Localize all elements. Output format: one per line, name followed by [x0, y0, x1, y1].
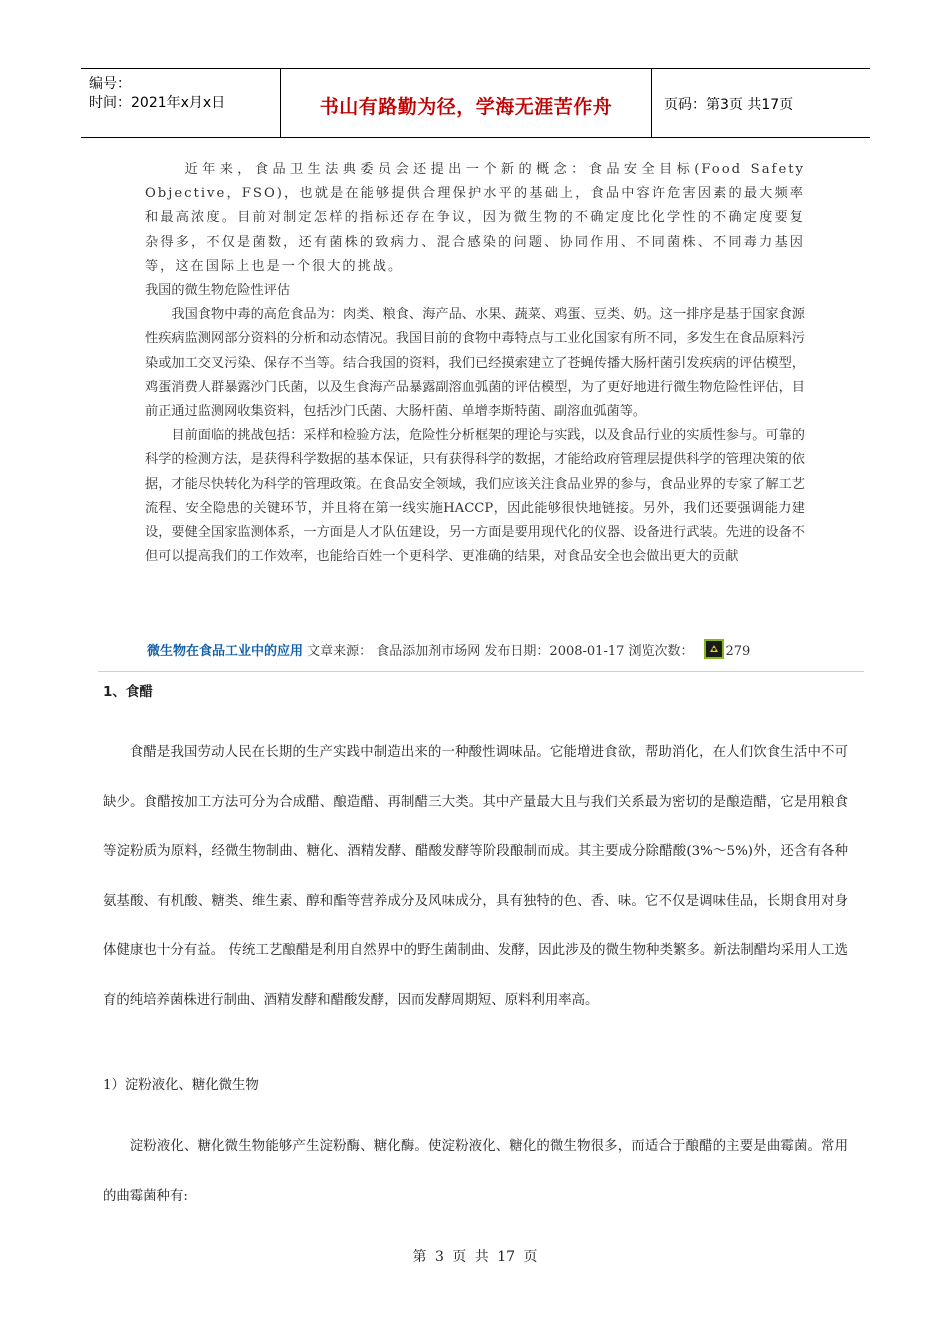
- article-paragraph-2: 我国食物中毒的高危食品为：肉类、粮食、海产品、水果、蔬菜、鸡蛋、豆类、奶。这一排序是基于国家食源性疾病监测网部分资料的分析和动态情况。我国目前的食物中毒特点与工业化国家有所不同，多发生在食品原料污染或加工交叉污染、保存不当等。结合我国的资料，我们已经摸索建立了苍蝇传播大肠杆菌引发疾病的评估模型，鸡蛋消费人群暴露沙门氏菌，以及生食海产品暴露副溶血弧菌的评估模型，为了更好地进行微生物危险性评估，目前正通过监测网收集资料，包括沙门氏菌、大肠杆菌、单增李斯特菌、副溶血弧菌等。: [145, 307, 805, 420]
- section-heading: 1、食醋: [103, 684, 153, 700]
- views-count: 279: [725, 644, 751, 659]
- body-subheading-block: [103, 1074, 848, 1093]
- views-icon: [704, 639, 724, 659]
- header-page-info: 页码：第3页 共17页: [664, 97, 794, 113]
- body-subheading: 1）淀粉液化、糖化微生物: [103, 1078, 259, 1093]
- document-number-label: 编号：: [89, 76, 131, 92]
- header-left-cell: [81, 69, 281, 137]
- section-divider: [98, 671, 864, 672]
- header-middle-cell: [281, 69, 652, 137]
- document-date-label: 时间：2021年x月x日: [89, 95, 226, 111]
- article-subtitle: 我国的微生物危险性评估: [145, 283, 291, 299]
- article-section: [145, 158, 805, 569]
- header-motto: 书山有路勤为径，学海无涯苦作舟: [319, 96, 613, 118]
- page-header: [81, 68, 870, 138]
- article-source-info: 文章来源： 食品添加剂市场网 发布日期：2008-01-17 浏览次数：: [307, 644, 694, 659]
- body-paragraph-1-block: [103, 728, 848, 1025]
- header-right-cell: [652, 69, 870, 137]
- article-paragraph-3: 目前面临的挑战包括：采样和检验方法，危险性分析框架的理论与实践，以及食品行业的实质性参与。可靠的科学的检测方法，是获得科学数据的基本保证，只有获得科学的数据，才能给政府管理层提供科学的管理决策的依据，才能尽快转化为科学的管理政策。在食品安全领域，我们应该关注食品业界的参与，食品业界的专家了解工艺流程、安全隐患的关键环节，并且将在第一线实施HACCP，因此能够很快地链接。另外，我们还要强调能力建设，要健全国家监测体系，一方面是人才队伍建设，另一方面是要用现代化的仪器、设备进行武装。先进的设备不但可以提高我们的工作效率，也能给百姓一个更科学、更准确的结果，对食品安全也会做出更大的贡献: [145, 428, 805, 565]
- article-meta-line: [147, 640, 807, 664]
- article-paragraph-1: 近年来，食品卫生法典委员会还提出一个新的概念：食品安全目标(Food Safety Objective，FSO)，也就是在能够提供合理保护水平的基础上，食品中容许危害因素的最大频率和最高浓度。目前对制定怎样的指标还存在争议，因为微生物的不确定度比化学性的不确定度要复杂得多，不仅是菌数，还有菌株的致病力、混合感染的问题、协同作用、不同菌株、不同毒力基因等，这在国际上也是一个很大的挑战。: [145, 162, 805, 274]
- body-paragraph-1: 食醋是我国劳动人民在长期的生产实践中制造出来的一种酸性调味品。它能增进食欲，帮助消化，在人们饮食生活中不可缺少。食醋按加工方法可分为合成醋、酿造醋、再制醋三大类。其中产量最大且与我们关系最为密切的是酿造醋，它是用粮食等淀粉质为原料，经微生物制曲、糖化、酒精发酵、醋酸发酵等阶段酿制而成。其主要成分除醋酸(3%～5%)外，还含有各种氨基酸、有机酸、糖类、维生素、醇和酯等营养成分及风味成分，具有独特的色、香、味。它不仅是调味佳品，长期食用对身体健康也十分有益。 传统工艺酿醋是利用自然界中的野生菌制曲、发酵，因此涉及的微生物种类繁多。新法制醋均采用人工选育的纯培养菌株进行制曲、酒精发酵和醋酸发酵，因而发酵周期短、原料利用率高。: [103, 745, 848, 1008]
- body-paragraph-2: 淀粉液化、糖化微生物能够产生淀粉酶、糖化酶。使淀粉液化、糖化的微生物很多，而适合于酿醋的主要是曲霉菌。常用的曲霉菌种有:: [103, 1139, 848, 1204]
- page-footer: 第 3 页 共 17 页: [412, 1249, 538, 1265]
- body-paragraph-2-block: [103, 1122, 848, 1221]
- article-link-title[interactable]: 微生物在食品工业中的应用: [147, 644, 304, 659]
